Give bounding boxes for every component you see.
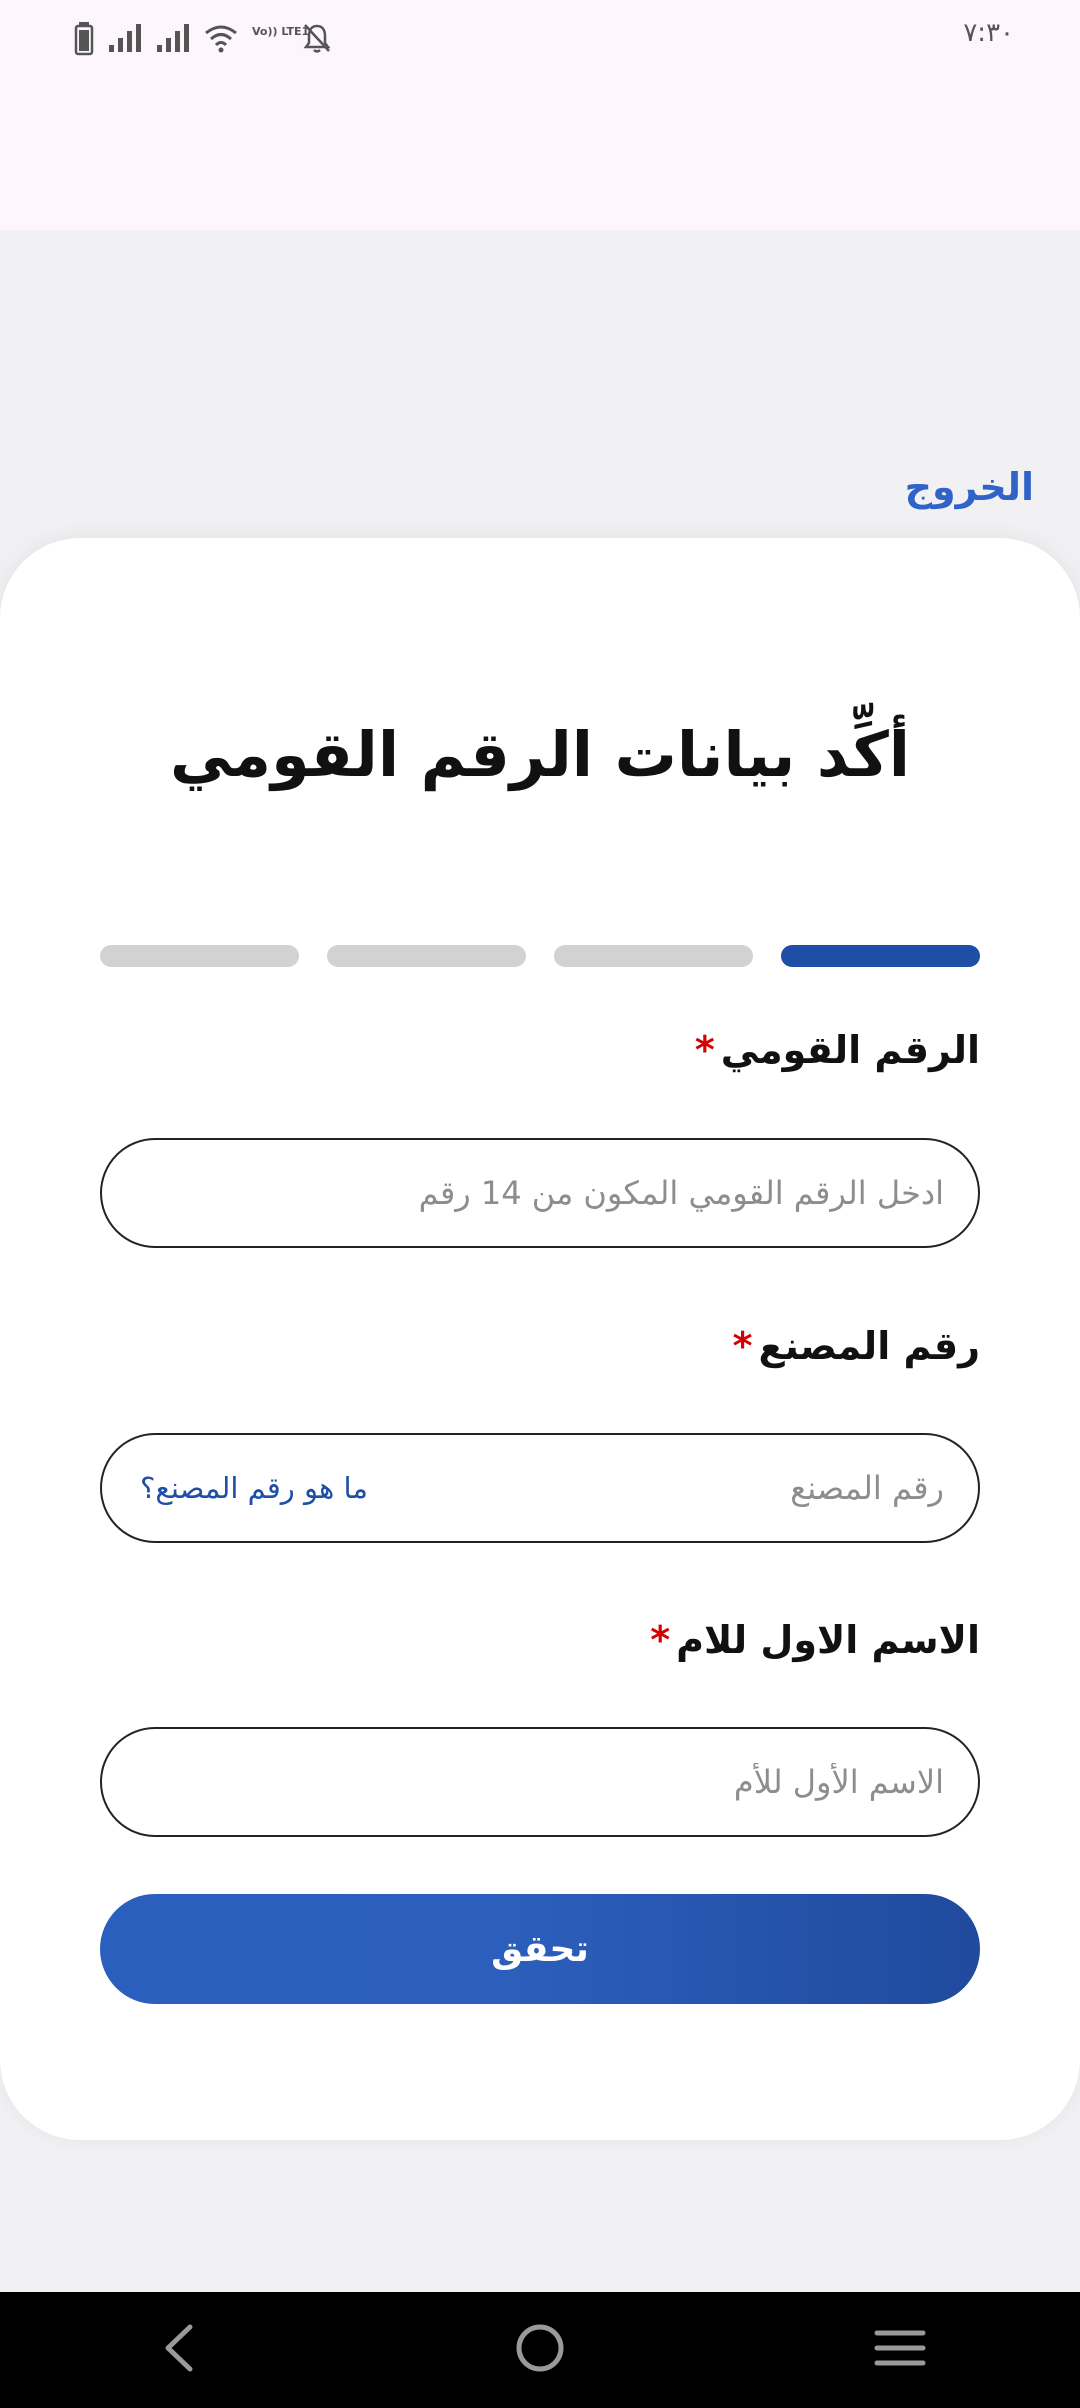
status-time: ٧:٣٠ bbox=[963, 18, 1014, 48]
battery-icon bbox=[74, 21, 94, 55]
progress-step-3 bbox=[327, 945, 526, 967]
navigation-bar bbox=[0, 2292, 1080, 2408]
volte-icon bbox=[252, 22, 310, 54]
status-icons bbox=[74, 20, 332, 56]
factory-number-help-link[interactable]: ما هو رقم المصنع؟ bbox=[140, 1471, 368, 1505]
national-id-input-box bbox=[100, 1138, 980, 1248]
back-icon bbox=[160, 2323, 200, 2377]
menu-button[interactable] bbox=[840, 2292, 960, 2408]
exit-link[interactable]: الخروج bbox=[904, 465, 1034, 509]
mother-name-label bbox=[650, 1618, 980, 1662]
verify-button[interactable]: تحقق bbox=[100, 1894, 980, 2004]
status-bar bbox=[0, 0, 1080, 230]
required-mark: * bbox=[694, 1028, 715, 1072]
progress-step-1 bbox=[781, 945, 980, 967]
national-id-label bbox=[695, 1028, 980, 1072]
national-id-label-text: الرقم القومي bbox=[720, 1028, 980, 1072]
wifi-icon bbox=[204, 23, 238, 53]
progress-step-2 bbox=[554, 945, 753, 967]
home-button[interactable] bbox=[480, 2292, 600, 2408]
back-button[interactable] bbox=[120, 2292, 240, 2408]
home-icon bbox=[514, 2322, 566, 2378]
mother-name-label-text: الاسم الاول للام bbox=[676, 1618, 980, 1662]
factory-number-input[interactable] bbox=[368, 1469, 944, 1507]
menu-icon bbox=[874, 2328, 926, 2372]
factory-number-input-box bbox=[100, 1433, 980, 1543]
required-mark: * bbox=[732, 1324, 753, 1368]
mother-name-input[interactable] bbox=[136, 1763, 944, 1801]
step-progress bbox=[100, 945, 980, 967]
signal-icon bbox=[156, 23, 190, 53]
page-title: أكِّد بيانات الرقم القومي bbox=[169, 718, 911, 791]
verification-card bbox=[0, 538, 1080, 2140]
progress-step-4 bbox=[100, 945, 299, 967]
signal-icon bbox=[108, 23, 142, 53]
mother-name-input-box bbox=[100, 1727, 980, 1837]
volte-text: Vo)) LTE1 bbox=[252, 25, 310, 38]
bell-off-icon bbox=[302, 22, 332, 54]
factory-number-label bbox=[733, 1324, 980, 1368]
required-mark: * bbox=[650, 1618, 671, 1662]
factory-number-label-text: رقم المصنع bbox=[758, 1324, 980, 1368]
national-id-input[interactable] bbox=[136, 1174, 944, 1212]
